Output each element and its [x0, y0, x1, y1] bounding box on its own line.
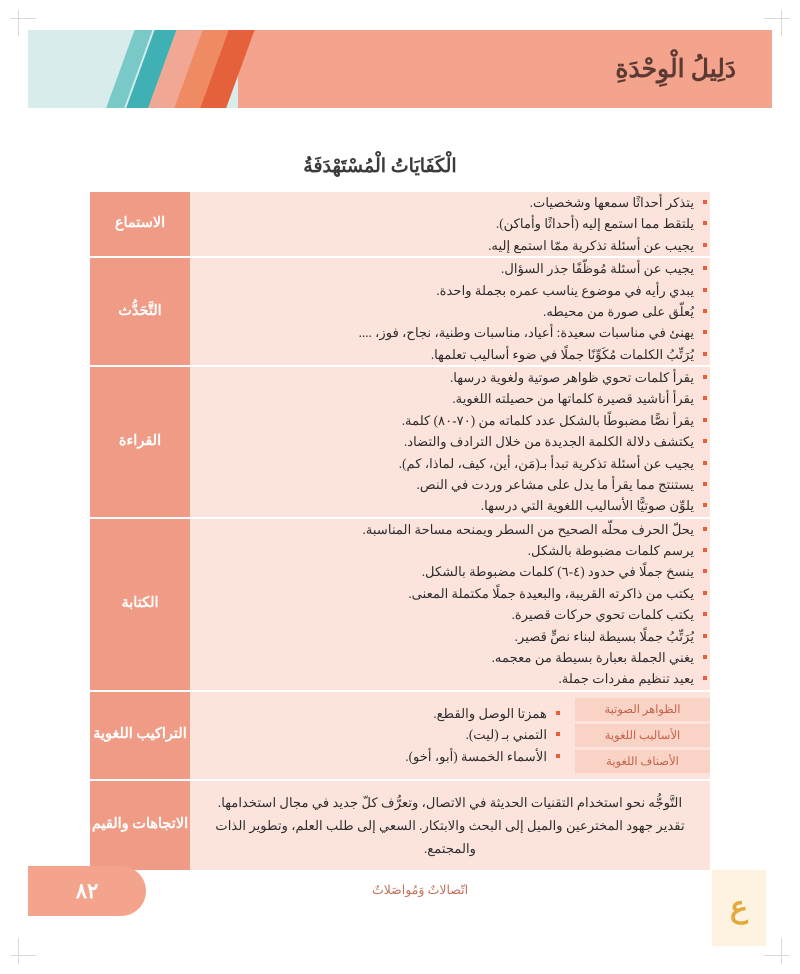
- writing-content-cell: [190, 518, 710, 691]
- row-label-writing: الكتابة: [90, 518, 190, 691]
- table-row: [90, 518, 710, 691]
- values-content-cell: [190, 780, 710, 870]
- crop-mark: [10, 18, 36, 19]
- reading-content-cell: [190, 366, 710, 518]
- speaking-list: [190, 258, 710, 365]
- list-item: يكتب كلمات تحوي حركات قصيرة.: [190, 604, 710, 625]
- table-row: [90, 691, 710, 780]
- grammar-category-boxes: [575, 698, 710, 773]
- page-title: دَلِيلُ الْوِحْدَةِ: [615, 56, 736, 83]
- competencies-table: [90, 192, 710, 870]
- grammar-box-phonetic: الظواهر الصوتية: [575, 698, 710, 721]
- row-label-grammar: التراكيب اللغوية: [90, 691, 190, 780]
- list-item: يتذكر أحداثًا سمعها وشخصيات.: [190, 192, 710, 213]
- page-header-band: [28, 30, 772, 108]
- list-item: يُرَتِّبُ الكلمات مُكَوِّنًا جملًا في ضوء أساليب تعلمها.: [190, 344, 710, 365]
- list-item: يكتشف دلالة الكلمة الجديدة من خلال الترادف والتضاد.: [190, 431, 710, 452]
- crop-mark: [781, 938, 782, 964]
- values-paragraph: التَّوجُّه نحو استخدام التقنيات الحديثة في الاتصال، وتعرُّف كلّ جديد في مجال استخدامها. تقدير جهود المخترعين والميل إلى البحث والابتكار. السعي إلى طلب العلم، وتطوير الذات والمجتمع.: [215, 794, 685, 856]
- page-number-tab: [28, 866, 146, 916]
- grammar-list: [190, 703, 563, 767]
- grammar-box-styles: الأساليب اللغوية: [575, 724, 710, 747]
- listening-list: [190, 192, 710, 256]
- list-item: يلتقط مما استمع إليه (أحداثًا وأماكن).: [190, 213, 710, 234]
- table-row: [90, 780, 710, 870]
- crop-mark: [781, 10, 782, 36]
- list-item: يغني الجملة بعبارة بسيطة من معجمه.: [190, 647, 710, 668]
- reading-list: [190, 367, 710, 517]
- crop-mark: [764, 955, 790, 956]
- list-item: يكتب من ذاكرته القريبة، والبعيدة جملًا مكتملة المعنى.: [190, 583, 710, 604]
- list-item: يجيب عن أسئلة مُوظّفًا جذر السؤال.: [190, 258, 710, 279]
- list-item: يقرأ أناشيد قصيرة كلماتها من حصيلته اللغوية.: [190, 388, 710, 409]
- list-item: يُرَتِّبُ جملًا بسيطة لبناء نصٍّ قصير.: [190, 626, 710, 647]
- list-item: يلوِّن صوتيًّا الأساليب اللغوية التي درسها.: [190, 495, 710, 516]
- row-label-listening: الاستماع: [90, 192, 190, 257]
- grammar-content-cell: [190, 691, 710, 780]
- row-label-values: الاتجاهات والقيم: [90, 780, 190, 870]
- row-label-reading: القراءة: [90, 366, 190, 518]
- list-item: يستنتج مما يقرأ ما يدل على مشاعر وردت في النص.: [190, 474, 710, 495]
- list-item: يعيد تنظيم مفردات جملة.: [190, 668, 710, 689]
- grammar-box-types: الأصناف اللغوية: [575, 750, 710, 773]
- list-item: الأسماء الخمسة (أبو، أخو).: [190, 746, 563, 767]
- list-item: ينسخ جملًا في حدود (٤-٦) كلمات مضبوطة بالشكل.: [190, 561, 710, 582]
- book-logo-icon: ع: [730, 891, 748, 924]
- listening-content-cell: [190, 192, 710, 257]
- list-item: يرسم كلمات مضبوطة بالشكل.: [190, 540, 710, 561]
- list-item: همزتا الوصل والقطع.: [190, 703, 563, 724]
- row-label-speaking: التَّحَدُّث: [90, 257, 190, 366]
- table-row: [90, 257, 710, 366]
- corner-logo: [712, 870, 766, 946]
- crop-mark: [18, 938, 19, 964]
- crop-mark: [764, 18, 790, 19]
- page-number: ٨٢: [75, 878, 99, 903]
- crop-mark: [10, 955, 36, 956]
- unit-caption: اتّصالاتٌ وَمُواصَلاتٌ: [371, 883, 469, 897]
- list-item: يبدي رأيه في موضوع يناسب عمره بجملة واحدة.: [190, 280, 710, 301]
- writing-list: [190, 519, 710, 690]
- list-item: التمني بـ (ليت).: [190, 724, 563, 745]
- list-item: يُعلّق على صورة من محيطه.: [190, 301, 710, 322]
- table-row: [90, 366, 710, 518]
- list-item: يجيب عن أسئلة تذكرية ممّا استمع إليه.: [190, 235, 710, 256]
- crop-mark: [18, 10, 19, 36]
- list-item: يحلّ الحرف محلّه الصحيح من السطر ويمنحه مساحة المناسبة.: [190, 519, 710, 540]
- speaking-content-cell: [190, 257, 710, 366]
- table-row: [90, 192, 710, 257]
- list-item: يهنئ في مناسبات سعيدة: أعياد، مناسبات وطنية، نجاح، فوز، ....: [190, 322, 710, 343]
- list-item: يقرأ كلمات تحوي ظواهر صوتية ولغوية درسها.: [190, 367, 710, 388]
- section-title: الْكَفَايَاتُ الْمُسْتَهْدَفَةُ: [303, 156, 457, 177]
- list-item: يقرأ نصًّا مضبوطًا بالشكل عدد كلماته من (٧٠-٨٠) كلمة.: [190, 410, 710, 431]
- list-item: يجيب عن أسئلة تذكرية تبدأ بـ(مَن، أين، كيف، لماذا، كم).: [190, 453, 710, 474]
